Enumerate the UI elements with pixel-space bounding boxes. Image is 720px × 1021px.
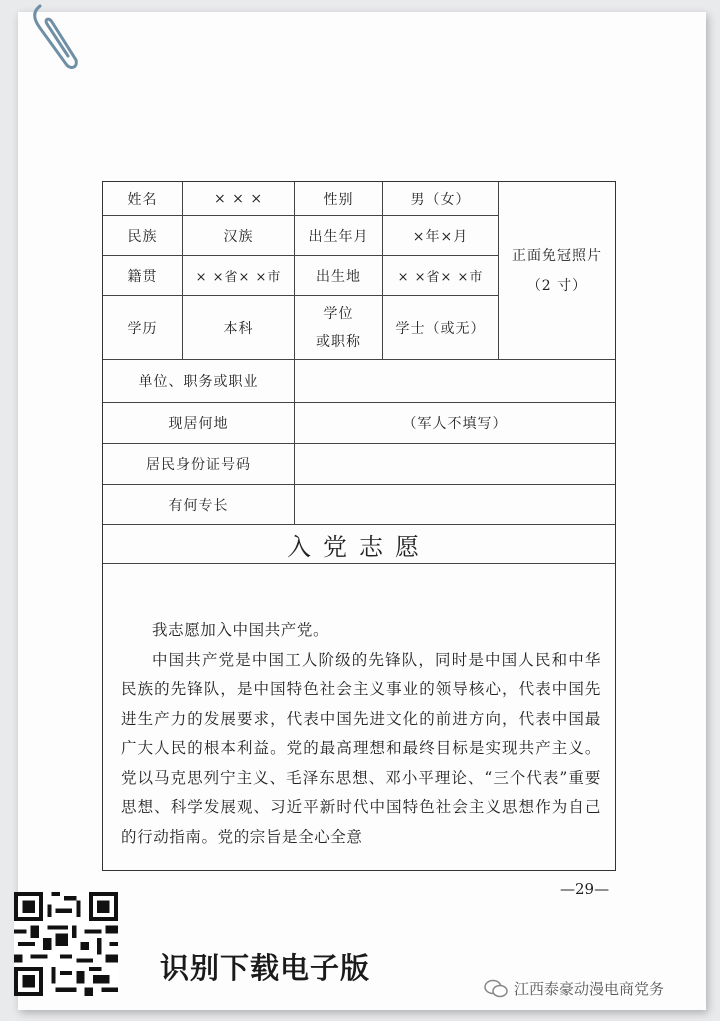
birth-label: 出生年月 xyxy=(295,216,383,255)
degree-value: 学士（或无） xyxy=(383,296,499,359)
native-value: × ×省× ×市 xyxy=(183,256,295,295)
edu-label: 学历 xyxy=(103,296,183,359)
form-row-education xyxy=(103,296,499,360)
unit-label: 单位、职务或职业 xyxy=(103,360,295,402)
degree-label-line2: 或职称 xyxy=(316,333,361,350)
native-label: 籍贯 xyxy=(103,256,183,295)
section-title: 入党志愿 xyxy=(103,525,615,564)
gender-value: 男（女） xyxy=(383,182,499,215)
watermark-text: 江西泰豪动漫电商党务 xyxy=(514,980,665,998)
unit-value xyxy=(295,360,615,402)
address-label: 现居何地 xyxy=(103,403,295,443)
paperclip-icon xyxy=(18,0,88,75)
name-label: 姓名 xyxy=(103,182,183,215)
degree-label xyxy=(295,296,383,359)
application-form-table xyxy=(102,181,616,871)
ethnic-value: 汉族 xyxy=(183,216,295,255)
id-value xyxy=(295,444,615,484)
edu-value: 本科 xyxy=(183,296,295,359)
form-row-name xyxy=(103,182,499,216)
form-row-address xyxy=(103,403,615,444)
wechat-icon xyxy=(484,979,508,999)
degree-label-line1: 学位 xyxy=(323,305,354,322)
id-label: 居民身份证号码 xyxy=(103,444,295,484)
form-row-id xyxy=(103,444,615,485)
address-value: （军人不填写） xyxy=(402,416,508,432)
content-paragraph-1: 我志愿加入中国共产党。 xyxy=(152,621,330,639)
page-number: —29— xyxy=(560,880,610,898)
birthplace-value: × ×省× ×市 xyxy=(383,256,499,295)
form-row-ethnic xyxy=(103,216,499,256)
watermark xyxy=(484,978,664,999)
photo-label: 正面免冠照片 xyxy=(512,247,602,264)
photo-size: （2 寸） xyxy=(526,277,588,294)
gender-label: 性别 xyxy=(295,182,383,215)
birthplace-label: 出生地 xyxy=(295,256,383,295)
skill-value xyxy=(295,485,615,524)
birth-value: ×年×月 xyxy=(383,216,499,255)
skill-label: 有何专长 xyxy=(103,485,295,524)
form-row-native xyxy=(103,256,499,296)
application-content xyxy=(103,564,615,870)
form-row-unit xyxy=(103,360,615,403)
form-row-skill xyxy=(103,485,615,525)
photo-box xyxy=(499,182,615,360)
ethnic-label: 民族 xyxy=(103,216,183,255)
name-value: × × × xyxy=(183,182,295,215)
download-banner: 识别下载电子版 xyxy=(160,951,371,985)
qr-code-icon[interactable] xyxy=(14,892,118,996)
content-paragraph-2: 中国共产党是中国工人阶级的先锋队，同时是中国人民和中华民族的先锋队，是中国特色社会主义事业的领导核心，代表中国先进生产力的发展要求，代表中国先进文化的前进方向，代表中国最广大人民的根本利益。党的最高理想和最终目标是实现共产主义。党以马克思列宁主义、毛泽东思想、邓小平理论、“三个代表”重要思想、科学发展观、习近平新时代中国特色社会主义思想作为自己的行动指南。党的宗旨是全心全意 xyxy=(121,650,601,846)
